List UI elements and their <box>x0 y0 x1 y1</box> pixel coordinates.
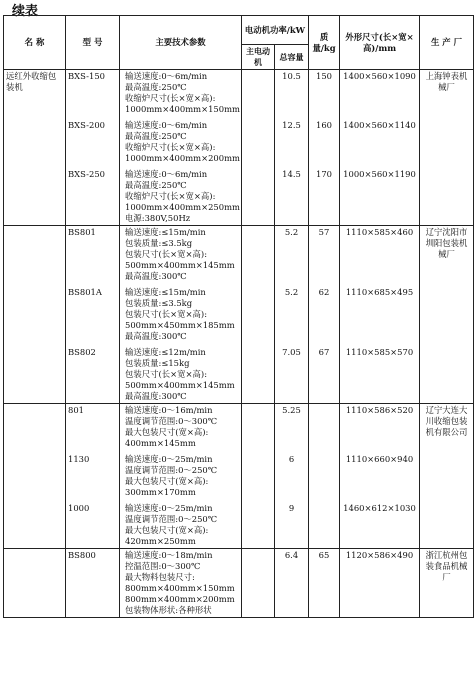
mass-value: 150 <box>316 71 332 81</box>
dims-value: 1400×560×1090 <box>343 71 416 81</box>
param-line: 1000mm×400mm×150mm <box>125 104 240 114</box>
model-label: BXS-200 <box>68 120 105 130</box>
dims-value: 1110×660×940 <box>345 454 414 464</box>
dims-value: 1000×560×1190 <box>343 169 416 179</box>
table-caption: 续表 <box>12 4 39 19</box>
param-line: 温度调节范围:0～250℃ <box>125 514 218 524</box>
power-main-cell <box>242 70 275 226</box>
param-line: 最大包装尺寸(宽×高): <box>125 525 209 535</box>
param-line: 输送速度:≤12m/min <box>125 347 206 357</box>
table-row <box>4 549 474 618</box>
header-dims: 外形尺寸(长×宽×高)/mm <box>340 16 420 70</box>
dims-value: 1460×612×1030 <box>343 503 416 513</box>
mass-value: 57 <box>318 227 330 237</box>
power-total-value: 5.25 <box>282 405 301 415</box>
dims-cell <box>340 404 420 549</box>
param-line: 400mm×145mm <box>125 438 196 448</box>
param-line: 温度调节范围:0～250℃ <box>125 465 218 475</box>
params-cell <box>120 404 242 549</box>
maker-cell: 上海钟表机械厂 <box>420 70 474 226</box>
header-power: 电动机功率/kW <box>242 16 309 45</box>
param-line: 420mm×250mm <box>125 536 196 546</box>
param-line: 包装尺寸(长×宽×高): <box>125 249 208 259</box>
model-cell <box>66 404 120 549</box>
equipment-table <box>3 15 474 618</box>
power-total-value: 5.2 <box>284 287 299 297</box>
mass-value: 160 <box>316 120 332 130</box>
maker-cell: 辽宁大连大川收缩包装机有限公司 <box>420 404 474 549</box>
param-line: 800mm×400mm×150mm <box>125 583 235 593</box>
param-line: 包装质量:≤3.5kg <box>125 298 193 308</box>
dims-cell <box>340 549 420 618</box>
header-params: 主要技术参数 <box>120 16 242 70</box>
param-line: 温度调节范围:0～300℃ <box>125 416 218 426</box>
model-cell <box>66 226 120 404</box>
param-line: 最大包装尺寸(宽×高): <box>125 427 209 437</box>
mass-cell <box>309 226 340 404</box>
power-total-value: 14.5 <box>282 169 301 179</box>
dims-value: 1400×560×1140 <box>343 120 416 130</box>
table-row <box>4 404 474 549</box>
param-line: 输送速度:0～6m/min <box>125 120 208 130</box>
param-line: 包装尺寸(长×宽×高): <box>125 369 208 379</box>
param-line: 最高温度:300℃ <box>125 391 187 401</box>
power-total-cell <box>275 549 309 618</box>
param-line: 包装物体形状:各种形状 <box>125 605 212 615</box>
power-total-value: 12.5 <box>282 120 301 130</box>
power-total-value: 6 <box>288 454 295 464</box>
dims-cell <box>340 226 420 404</box>
model-cell <box>66 70 120 226</box>
param-line: 500mm×400mm×145mm <box>125 380 235 390</box>
param-line: 最高温度:250℃ <box>125 82 187 92</box>
model-label: BS802 <box>68 347 96 357</box>
power-main-cell <box>242 226 275 404</box>
params-cell <box>120 549 242 618</box>
mass-value: 65 <box>318 550 330 560</box>
param-line: 包装质量:≤15kg <box>125 358 190 368</box>
maker-cell: 浙江杭州包装食品机械厂 <box>420 549 474 618</box>
power-total-value: 9 <box>288 503 295 513</box>
power-total-value: 10.5 <box>282 71 301 81</box>
table-body <box>4 70 474 618</box>
param-line: 输送速度:0～16m/min <box>125 405 213 415</box>
param-line: 电源:380V,50Hz <box>125 213 191 223</box>
param-line: 1000mm×400mm×200mm <box>125 153 240 163</box>
model-label: BS801 <box>68 227 96 237</box>
model-label: 1130 <box>68 454 90 464</box>
mass-value: 62 <box>318 287 330 297</box>
param-line: 收缩炉尺寸(长×宽×高): <box>125 191 216 201</box>
product-name-cell <box>4 404 66 549</box>
mass-value: 170 <box>316 169 332 179</box>
dims-value: 1110×585×460 <box>345 227 414 237</box>
header-maker: 生 产 厂 <box>420 16 474 70</box>
mass-cell <box>309 549 340 618</box>
params-cell <box>120 70 242 226</box>
product-name-cell: 远红外收缩包装机 <box>4 70 66 226</box>
header-name: 名 称 <box>4 16 66 70</box>
param-line: 300mm×170mm <box>125 487 196 497</box>
product-name-cell <box>4 549 66 618</box>
param-line: 最高温度:250℃ <box>125 131 187 141</box>
param-line: 输送速度:≤15m/min <box>125 287 206 297</box>
param-line: 收缩炉尺寸(长×宽×高): <box>125 93 216 103</box>
model-label: 1000 <box>68 503 90 513</box>
model-label: BS801A <box>68 287 102 297</box>
dims-value: 1110×586×520 <box>345 405 414 415</box>
product-name-cell <box>4 226 66 404</box>
power-main-cell <box>242 404 275 549</box>
model-label: BS800 <box>68 550 96 560</box>
param-line: 最高温度:300℃ <box>125 271 187 281</box>
mass-cell <box>309 70 340 226</box>
param-line: 最大物料包装尺寸: <box>125 572 195 582</box>
param-line: 输送速度:0～6m/min <box>125 71 208 81</box>
dims-cell <box>340 70 420 226</box>
table-header <box>4 16 474 70</box>
table-row <box>4 226 474 404</box>
mass-cell <box>309 404 340 549</box>
power-main-cell <box>242 549 275 618</box>
param-line: 800mm×400mm×200mm <box>125 594 235 604</box>
param-line: 输送速度:0～25m/min <box>125 503 213 513</box>
power-total-value: 7.05 <box>282 347 301 357</box>
power-total-cell <box>275 70 309 226</box>
dims-value: 1110×685×495 <box>345 287 414 297</box>
header-model: 型 号 <box>66 16 120 70</box>
power-total-value: 5.2 <box>284 227 299 237</box>
param-line: 控温范围:0～300℃ <box>125 561 201 571</box>
model-label: BXS-250 <box>68 169 105 179</box>
param-line: 500mm×450mm×185mm <box>125 320 235 330</box>
maker-cell: 辽宁沈阳市圳阳包装机械厂 <box>420 226 474 404</box>
mass-value: 67 <box>318 347 330 357</box>
param-line: 包装质量:≤3.5kg <box>125 238 193 248</box>
model-label: BXS-150 <box>68 71 105 81</box>
model-label: 801 <box>68 405 84 415</box>
dims-value: 1120×586×490 <box>345 550 414 560</box>
header-power-main: 主电动机 <box>242 45 275 70</box>
power-total-cell <box>275 404 309 549</box>
param-line: 输送速度:0～6m/min <box>125 169 208 179</box>
power-total-cell <box>275 226 309 404</box>
param-line: 1000mm×400mm×250mm <box>125 202 240 212</box>
param-line: 输送速度:0～18m/min <box>125 550 213 560</box>
power-total-value: 6.4 <box>284 550 299 560</box>
param-line: 最大包装尺寸(宽×高): <box>125 476 209 486</box>
table-row <box>4 70 474 226</box>
param-line: 500mm×400mm×145mm <box>125 260 235 270</box>
dims-value: 1110×585×570 <box>345 347 414 357</box>
model-cell <box>66 549 120 618</box>
param-line: 输送速度:≤15m/min <box>125 227 206 237</box>
header-power-total: 总容量 <box>275 45 309 70</box>
header-mass: 质量/kg <box>309 16 340 70</box>
param-line: 包装尺寸(长×宽×高): <box>125 309 208 319</box>
param-line: 最高温度:250℃ <box>125 180 187 190</box>
param-line: 最高温度:300℃ <box>125 331 187 341</box>
param-line: 输送速度:0～25m/min <box>125 454 213 464</box>
param-line: 收缩炉尺寸(长×宽×高): <box>125 142 216 152</box>
params-cell <box>120 226 242 404</box>
